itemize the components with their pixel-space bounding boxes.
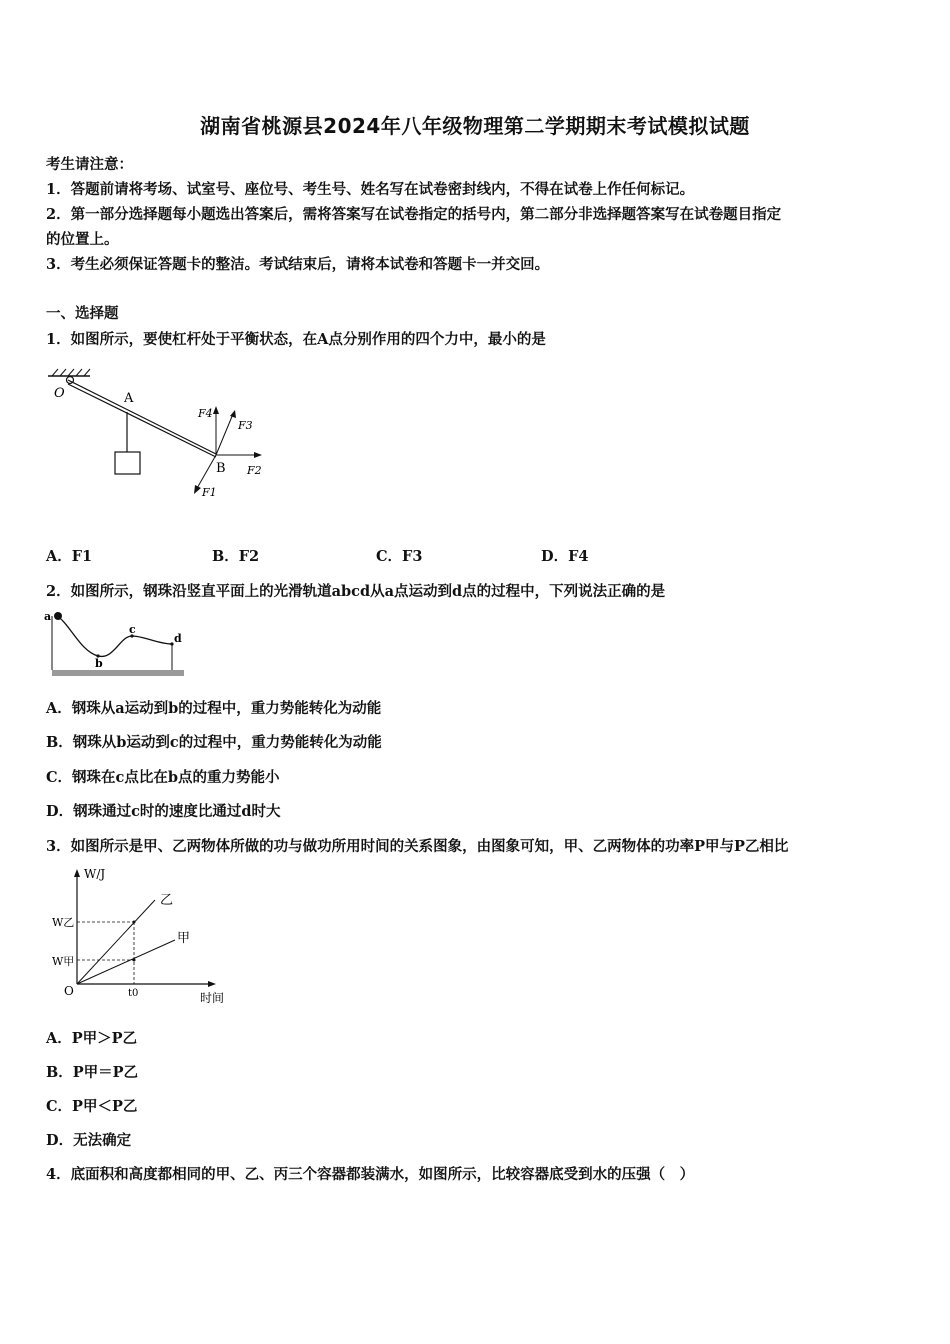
line-yi-label: 乙 [160, 893, 174, 908]
w-jia-label: W甲 [52, 955, 75, 968]
q2-option-d: D．钢珠通过c时的速度比通过d时大 [46, 803, 281, 820]
line-jia-label: 甲 [177, 931, 191, 946]
q2-stem: 2．如图所示，钢珠沿竖直平面上的光滑轨道abcd从a点运动到d点的过程中，下列说法正确的是 [46, 583, 666, 600]
q4-stem: 4．底面积和高度都相同的甲、乙、丙三个容器都装满水，如图所示，比较容器底受到水的压强（ ） [46, 1166, 695, 1183]
label-f1: F1 [202, 486, 217, 499]
q2-track-figure [40, 606, 190, 681]
f2-arrowhead [254, 452, 262, 458]
q3-option-b: B．P甲＝P乙 [46, 1064, 139, 1081]
y-axis-label: W/J [84, 867, 106, 881]
line-jia [77, 940, 175, 984]
q3-stem: 3．如图所示是甲、乙两物体所做的功与做功所用时间的关系图象，由图象可知，甲、乙两物体的功率P甲与P乙相比 [46, 838, 789, 855]
label-f2: F2 [247, 464, 262, 477]
q3-option-c: C．P甲＜P乙 [46, 1098, 138, 1115]
q2-option-b: B．钢珠从b运动到c的过程中，重力势能转化为动能 [46, 734, 382, 751]
q3-option-d: D．无法确定 [46, 1132, 132, 1149]
steel-ball [54, 612, 62, 620]
track-curve [57, 616, 172, 656]
lever-bar-top [68, 380, 216, 454]
q3-graph-figure [40, 864, 250, 1009]
q1-option-c: C．F3 [376, 548, 423, 565]
notice-item-2-cont: 的位置上。 [46, 231, 119, 248]
lever-bar-bottom [68, 384, 216, 457]
ceiling-hatch [52, 369, 90, 376]
page-title: 湖南省桃源县2024年八年级物理第二学期期末考试模拟试题 [200, 114, 750, 138]
q1-stem: 1．如图所示，要使杠杆处于平衡状态，在A点分别作用的四个力中，最小的是 [46, 331, 546, 348]
q2-option-a: A．钢珠从a运动到b的过程中，重力势能转化为动能 [46, 700, 382, 717]
q1-option-d: D．F4 [541, 548, 589, 565]
y-axis-arrowhead [74, 869, 80, 877]
w-yi-label: W乙 [52, 916, 75, 929]
f4-arrowhead [213, 406, 219, 414]
x-axis-arrowhead [208, 981, 216, 987]
section-heading: 一、选择题 [46, 305, 119, 322]
label-a: a [44, 610, 52, 623]
label-f3: F3 [238, 419, 253, 432]
ground [52, 670, 184, 676]
label-c: c [129, 623, 136, 636]
label-b: B [216, 461, 226, 476]
f1-arrowhead [194, 485, 201, 494]
label-b: b [95, 657, 103, 670]
label-d: d [174, 632, 182, 645]
f3-arrowhead [230, 410, 236, 418]
point-jia [133, 959, 136, 962]
label-f4: F4 [198, 407, 213, 420]
notice-item-3: 3．考生必须保证答题卡的整洁。考试结束后，请将本试卷和答题卡一并交回。 [46, 256, 550, 273]
q2-option-c: C．钢珠在c点比在b点的重力势能小 [46, 769, 280, 786]
notice-heading: 考生请注意： [46, 156, 133, 173]
q3-option-a: A．P甲＞P乙 [46, 1030, 138, 1047]
t0-label: t0 [128, 988, 139, 999]
f1-arrow [196, 455, 216, 490]
q1-option-b: B．F2 [212, 548, 260, 565]
point-yi [133, 921, 136, 924]
label-o: O [54, 386, 65, 401]
q1-lever-figure [40, 362, 280, 512]
q1-option-a: A．F1 [46, 548, 93, 565]
weight-block [115, 452, 140, 474]
label-a: A [124, 391, 134, 406]
x-axis-label: 时间 [200, 991, 225, 1005]
line-yi [77, 900, 155, 984]
origin-label: O [64, 984, 74, 998]
notice-item-2: 2．第一部分选择题每小题选出答案后，需将答案写在试卷指定的括号内，第二部分非选择题答案写在试卷题目指定 [46, 206, 782, 223]
notice-item-1: 1．答题前请将考场、试室号、座位号、考生号、姓名写在试卷密封线内，不得在试卷上作任何标记。 [46, 181, 695, 198]
f3-arrow [216, 414, 233, 455]
